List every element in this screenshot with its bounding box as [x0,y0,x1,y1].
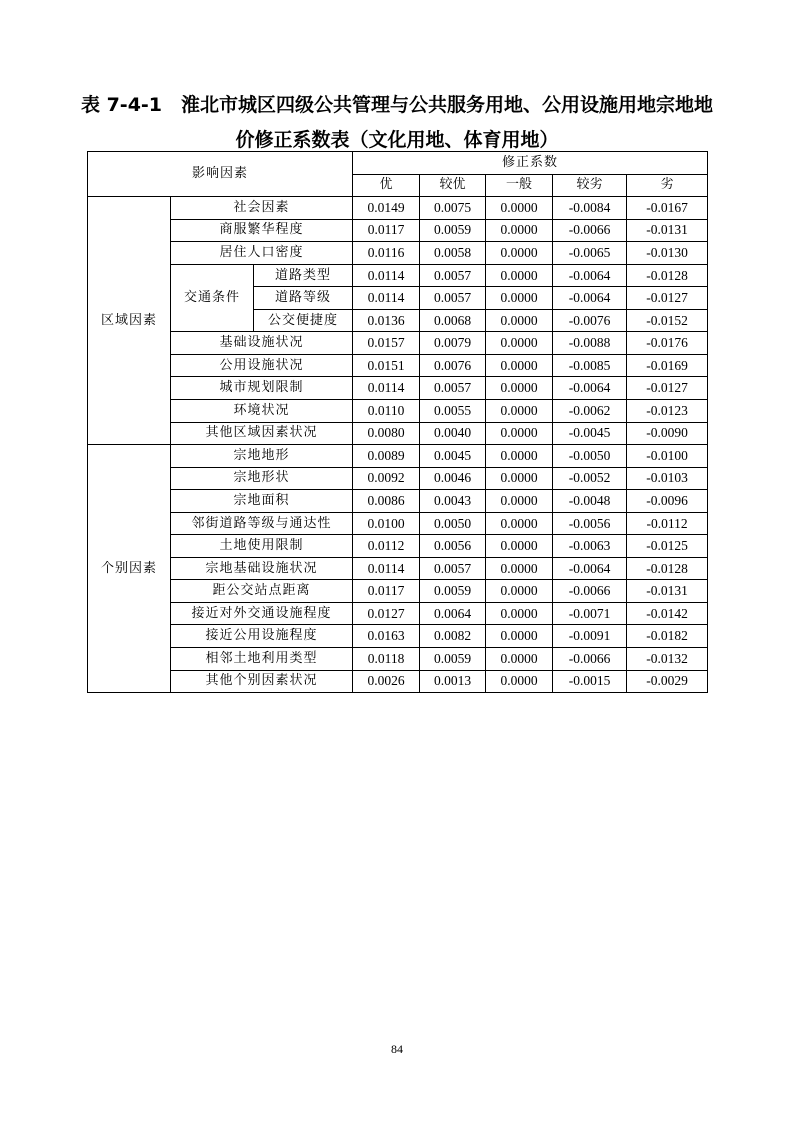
coefficient-value: 0.0000 [486,242,553,265]
coefficient-value: 0.0059 [420,580,486,603]
table-row [88,332,708,355]
table-row [88,400,708,423]
coefficient-value: -0.0132 [627,648,708,671]
coefficient-value: 0.0000 [486,625,553,648]
header-level-bad: 劣 [627,174,708,197]
group-regional-factors: 区域因素 [88,197,171,445]
coefficient-value: 0.0000 [486,400,553,423]
factor-name: 道路等级 [254,287,353,310]
table-row [88,625,708,648]
coefficient-value: 0.0068 [420,309,486,332]
table-row [88,377,708,400]
table-row [88,557,708,580]
coefficient-value: -0.0076 [553,309,627,332]
coefficient-value: -0.0015 [553,670,627,693]
coefficient-value: -0.0050 [553,445,627,468]
factor-name: 土地使用限制 [171,535,353,558]
coefficient-value: -0.0029 [627,670,708,693]
coefficient-value: 0.0026 [353,670,420,693]
header-influence-factor: 影响因素 [88,152,353,197]
coefficient-value: -0.0128 [627,264,708,287]
coefficient-value: 0.0149 [353,197,420,220]
coefficient-value: 0.0114 [353,557,420,580]
coefficient-value: 0.0117 [353,580,420,603]
coefficient-value: -0.0103 [627,467,708,490]
table-row [88,535,708,558]
coefficient-value: 0.0059 [420,219,486,242]
group-individual-factors: 个别因素 [88,445,171,693]
coefficient-value: -0.0048 [553,490,627,513]
table-title-line-2: 价修正系数表（文化用地、体育用地） [235,129,559,151]
coefficient-value: -0.0064 [553,264,627,287]
header-row-1 [88,152,708,175]
factor-name: 宗地地形 [171,445,353,468]
page-number: 84 [391,1042,403,1056]
coefficient-value: 0.0058 [420,242,486,265]
coefficient-value: 0.0000 [486,287,553,310]
coefficient-value: 0.0064 [420,602,486,625]
table-row [88,242,708,265]
coefficient-value: 0.0057 [420,287,486,310]
factor-name: 宗地形状 [171,467,353,490]
coefficient-value: -0.0066 [553,648,627,671]
factor-name: 接近对外交通设施程度 [171,602,353,625]
coefficient-value: 0.0127 [353,602,420,625]
factor-name: 居住人口密度 [171,242,353,265]
factor-name: 城市规划限制 [171,377,353,400]
coefficient-value: 0.0045 [420,445,486,468]
coefficient-value: 0.0092 [353,467,420,490]
coefficient-value: 0.0000 [486,535,553,558]
factor-name: 邻街道路等级与通达性 [171,512,353,535]
table-row [88,467,708,490]
subgroup-traffic-conditions: 交通条件 [171,264,254,332]
coefficient-value: 0.0100 [353,512,420,535]
coefficient-value: 0.0076 [420,354,486,377]
table-body [88,152,708,693]
coefficient-value: 0.0056 [420,535,486,558]
coefficient-value: -0.0091 [553,625,627,648]
correction-coefficient-table [87,151,708,693]
coefficient-value: 0.0000 [486,512,553,535]
coefficient-value: 0.0000 [486,602,553,625]
coefficient-value: -0.0123 [627,400,708,423]
coefficient-value: 0.0000 [486,490,553,513]
coefficient-value: 0.0114 [353,377,420,400]
table-row [88,512,708,535]
factor-name: 相邻土地利用类型 [171,648,353,671]
coefficient-value: -0.0056 [553,512,627,535]
coefficient-value: -0.0045 [553,422,627,445]
coefficient-value: 0.0000 [486,422,553,445]
factor-name: 环境状况 [171,400,353,423]
table-row [88,490,708,513]
coefficient-value: 0.0000 [486,264,553,287]
coefficient-value: -0.0071 [553,602,627,625]
factor-name: 社会因素 [171,197,353,220]
factor-name: 距公交站点距离 [171,580,353,603]
coefficient-value: -0.0066 [553,580,627,603]
coefficient-value: 0.0089 [353,445,420,468]
coefficient-value: 0.0000 [486,445,553,468]
coefficient-value: -0.0125 [627,535,708,558]
factor-name: 接近公用设施程度 [171,625,353,648]
coefficient-value: -0.0182 [627,625,708,648]
coefficient-value: 0.0136 [353,309,420,332]
table-row [88,445,708,468]
coefficient-value: 0.0000 [486,354,553,377]
coefficient-value: 0.0057 [420,557,486,580]
coefficient-value: 0.0013 [420,670,486,693]
coefficient-value: 0.0000 [486,332,553,355]
coefficient-value: -0.0084 [553,197,627,220]
coefficient-value: 0.0046 [420,467,486,490]
coefficient-value: 0.0114 [353,264,420,287]
coefficient-value: -0.0131 [627,219,708,242]
coefficient-value: 0.0000 [486,467,553,490]
factor-name: 其他区域因素状况 [171,422,353,445]
coefficient-value: 0.0000 [486,197,553,220]
coefficient-value: 0.0114 [353,287,420,310]
header-level-poor: 较劣 [553,174,627,197]
coefficient-value: 0.0082 [420,625,486,648]
coefficient-value: 0.0157 [353,332,420,355]
coefficient-value: 0.0043 [420,490,486,513]
table-row [88,648,708,671]
header-level-excellent: 优 [353,174,420,197]
table-row [88,264,708,287]
coefficient-value: -0.0052 [553,467,627,490]
coefficient-value: -0.0090 [627,422,708,445]
factor-name: 其他个别因素状况 [171,670,353,693]
factor-name: 公用设施状况 [171,354,353,377]
coefficient-value: 0.0117 [353,219,420,242]
table-title-line-1: 表 7-4-1 淮北市城区四级公共管理与公共服务用地、公用设施用地宗地地 [80,94,714,116]
coefficient-value: 0.0112 [353,535,420,558]
coefficient-value: 0.0050 [420,512,486,535]
coefficient-value: -0.0128 [627,557,708,580]
coefficient-value: 0.0080 [353,422,420,445]
coefficient-value: -0.0065 [553,242,627,265]
table-row [88,219,708,242]
coefficient-value: -0.0085 [553,354,627,377]
coefficient-value: 0.0000 [486,648,553,671]
coefficient-value: 0.0000 [486,580,553,603]
coefficient-value: 0.0057 [420,264,486,287]
coefficient-value: 0.0059 [420,648,486,671]
factor-name: 宗地基础设施状况 [171,557,353,580]
coefficient-value: -0.0130 [627,242,708,265]
coefficient-value: -0.0064 [553,287,627,310]
table-row [88,670,708,693]
table-row [88,197,708,220]
coefficient-value: 0.0151 [353,354,420,377]
coefficient-value: 0.0000 [486,309,553,332]
table-row [88,422,708,445]
coefficient-value: -0.0063 [553,535,627,558]
coefficient-value: -0.0167 [627,197,708,220]
coefficient-value: -0.0142 [627,602,708,625]
coefficient-value: -0.0176 [627,332,708,355]
coefficient-value: -0.0169 [627,354,708,377]
coefficient-value: 0.0000 [486,219,553,242]
header-level-average: 一般 [486,174,553,197]
coefficient-value: 0.0086 [353,490,420,513]
coefficient-value: 0.0116 [353,242,420,265]
coefficient-value: 0.0110 [353,400,420,423]
coefficient-value: -0.0100 [627,445,708,468]
coefficient-value: -0.0062 [553,400,627,423]
factor-name: 公交便捷度 [254,309,353,332]
coefficient-value: -0.0112 [627,512,708,535]
coefficient-value: 0.0000 [486,670,553,693]
table-row [88,354,708,377]
coefficient-value: 0.0075 [420,197,486,220]
coefficient-value: -0.0131 [627,580,708,603]
factor-name: 道路类型 [254,264,353,287]
coefficient-value: 0.0163 [353,625,420,648]
table-row [88,580,708,603]
coefficient-value: -0.0152 [627,309,708,332]
coefficient-value: -0.0088 [553,332,627,355]
coefficient-value: 0.0055 [420,400,486,423]
coefficient-value: -0.0096 [627,490,708,513]
factor-name: 宗地面积 [171,490,353,513]
coefficient-value: -0.0127 [627,377,708,400]
coefficient-value: -0.0064 [553,377,627,400]
coefficient-value: 0.0040 [420,422,486,445]
coefficient-value: -0.0064 [553,557,627,580]
header-correction-coefficient: 修正系数 [353,152,708,175]
coefficient-value: 0.0000 [486,557,553,580]
coefficient-value: 0.0057 [420,377,486,400]
coefficient-value: 0.0000 [486,377,553,400]
coefficient-value: -0.0066 [553,219,627,242]
factor-name: 基础设施状况 [171,332,353,355]
coefficient-value: 0.0118 [353,648,420,671]
factor-name: 商服繁华程度 [171,219,353,242]
table-row [88,602,708,625]
header-level-good: 较优 [420,174,486,197]
coefficient-value: -0.0127 [627,287,708,310]
coefficient-value: 0.0079 [420,332,486,355]
